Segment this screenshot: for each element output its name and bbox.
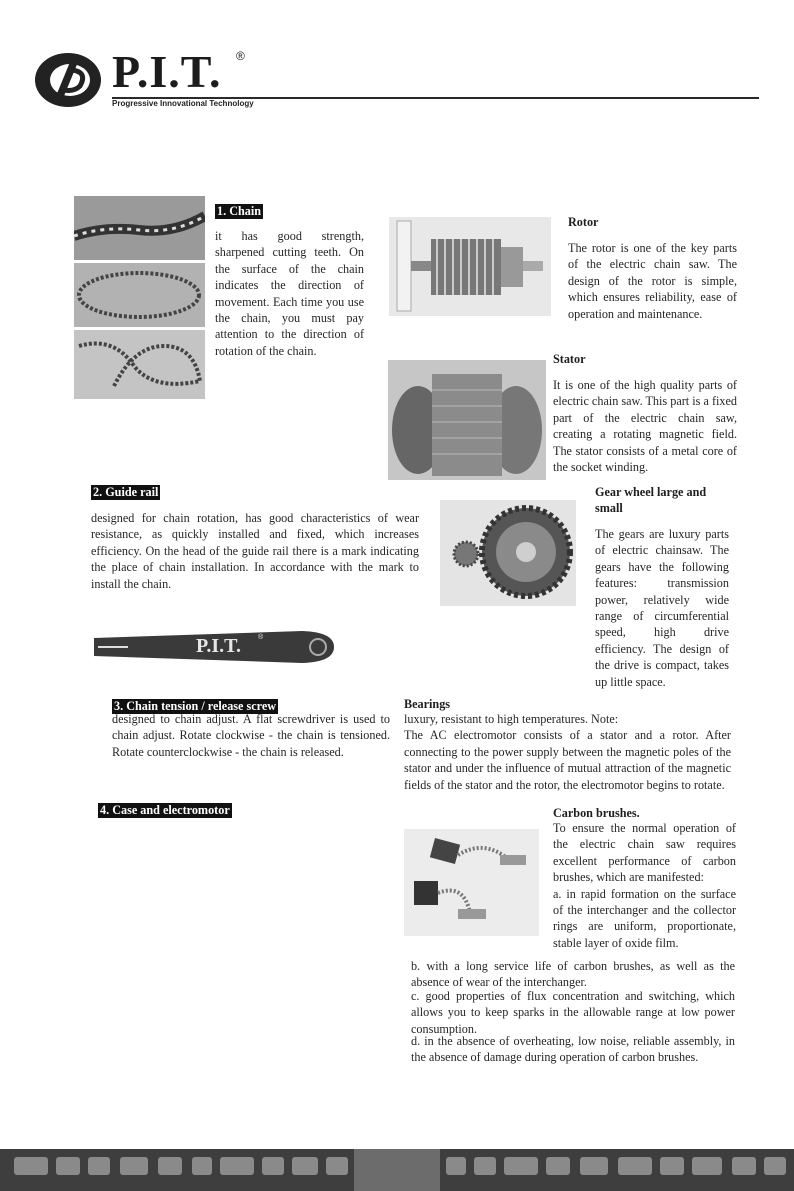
- guide-rail-text: designed for chain rotation, has good characteristics of wear resistance, as quickly installed and fixed, which increases efficiency. On the head of the guide rail there is a mark indicating the place of chain installation. In accordance with the mark to install the chain.: [91, 511, 419, 591]
- case-title: 4. Case and electromotor: [100, 803, 230, 817]
- header-rule: [112, 97, 759, 99]
- bearings-title: Bearings: [404, 697, 451, 711]
- tool-silhouette-icon: [292, 1157, 318, 1175]
- tool-silhouette-icon: [220, 1157, 254, 1175]
- rotor-text: The rotor is one of the key parts of the electric chain saw. The design of the rotor is simple, which ensures reliability, ease of operation and maintenance.: [568, 241, 737, 321]
- rotor-title: Rotor: [568, 215, 599, 229]
- header: [0, 0, 794, 120]
- tool-silhouette-icon: [504, 1157, 538, 1175]
- tool-silhouette-icon: [262, 1157, 284, 1175]
- brushes-text-c: c. good properties of flux concentration and switching, which allows you to keep sparks in the allowable range at low power consumption.: [411, 989, 735, 1036]
- tool-silhouette-icon: [120, 1157, 148, 1175]
- pit-logo-icon: [34, 52, 102, 108]
- guide-rail-title: 2. Guide rail: [93, 485, 159, 499]
- tool-silhouette-icon: [14, 1157, 48, 1175]
- gear-title: Gear wheel large and small: [595, 485, 707, 515]
- stator-title: Stator: [553, 352, 586, 366]
- chain-text: it has good strength, sharpened cutting teeth. On the surface of the chain indicates the direction of movement. Each time you use the chain, you must pay attention to the direction of rotation of the chain.: [215, 229, 364, 358]
- tension-text: designed to chain adjust. A flat screwdriver is used to chain adjust. Rotate clockwise - the chain is tensioned. Rotate counterclockwise - the chain is released.: [112, 712, 390, 759]
- brand-tagline: Progressive Innovational Technology: [112, 99, 254, 108]
- brushes-text: To ensure the normal operation of the electric chain saw requires excellent performance of carbon brushes, which are manifested: a. in rapid formation on the surface of the interchanger and the collector rings are uniform, proportionate, stable layer of oxide film.: [553, 821, 736, 950]
- tool-silhouette-icon: [660, 1157, 684, 1175]
- tool-silhouette-icon: [580, 1157, 608, 1175]
- tool-silhouette-icon: [692, 1157, 722, 1175]
- tool-silhouette-icon: [732, 1157, 756, 1175]
- registered-mark: ®: [236, 49, 245, 63]
- tool-silhouette-icon: [326, 1157, 348, 1175]
- rotor-image: [389, 217, 551, 316]
- tool-silhouette-icon: [88, 1157, 110, 1175]
- bearings-text: luxury, resistant to high temperatures. Note: The AC electromotor consists of a stator and a rotor. After connecting to the power supply between the magnetic poles of the stator and under the influence of mutual attraction of the magnetic fields of the stator and the rotor, the electromotor begins to rotate.: [404, 712, 731, 792]
- tool-silhouette-icon: [764, 1157, 786, 1175]
- footer-page-tab: [354, 1149, 440, 1191]
- tool-silhouette-icon: [158, 1157, 182, 1175]
- chain-image: [74, 196, 205, 399]
- carbon-brushes-image: [404, 829, 539, 936]
- chain-title: 1. Chain: [217, 204, 262, 218]
- tool-silhouette-icon: [446, 1157, 466, 1175]
- guide-bar-registered: ®: [258, 634, 264, 641]
- brushes-text-d: d. in the absence of overheating, low noise, reliable assembly, in the absence of damage during operation of carbon brushes.: [411, 1034, 735, 1065]
- brand-name: P.I.T.: [112, 46, 222, 97]
- stator-image: [388, 360, 546, 480]
- tool-silhouette-icon: [56, 1157, 80, 1175]
- tool-silhouette-icon: [192, 1157, 212, 1175]
- tool-silhouette-icon: [618, 1157, 652, 1175]
- tool-silhouette-icon: [546, 1157, 570, 1175]
- brushes-title: Carbon brushes.: [553, 806, 640, 820]
- brushes-text-b: b. with a long service life of carbon brushes, as well as the absence of wear of the interchanger.: [411, 959, 735, 990]
- guide-bar-image: [88, 628, 338, 666]
- gear-text: The gears are luxury parts of electric chainsaw. The gears have the following features: transmission power, relatively wide range of circumferential speed, high drive efficiency. The design of the drive is compact, takes up little space.: [595, 527, 729, 689]
- guide-bar-logo: P.I.T.: [196, 635, 242, 657]
- stator-text: It is one of the high quality parts of electric chain saw. This part is a fixed part of the electric chain saw, creating a rotating magnetic field. The stator consists of a metal core of the socket winding.: [553, 378, 737, 475]
- tension-title: 3. Chain tension / release screw: [114, 699, 277, 713]
- gear-image: [440, 500, 576, 606]
- tool-silhouette-icon: [474, 1157, 496, 1175]
